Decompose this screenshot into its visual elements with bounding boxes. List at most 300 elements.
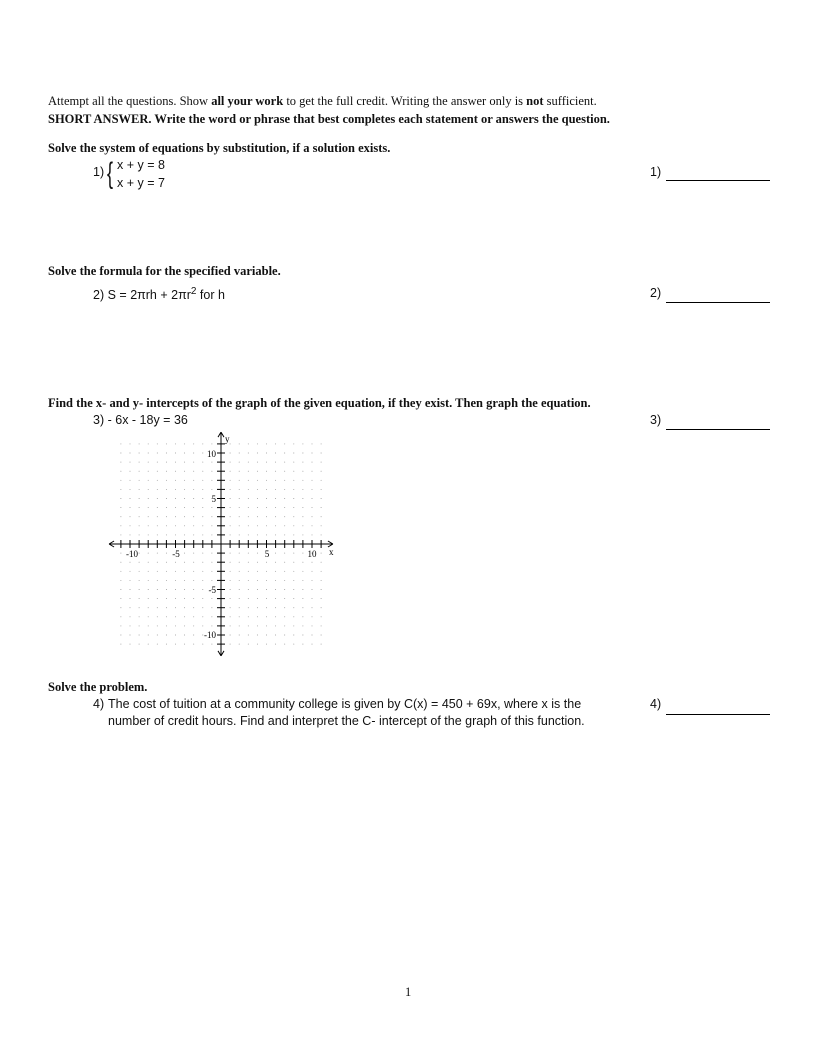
grid-dot (130, 462, 131, 463)
grid-dot (248, 571, 249, 572)
question-1-equation-2: x + y = 7 (117, 176, 165, 190)
grid-dot (302, 616, 303, 617)
grid-dot (193, 571, 194, 572)
grid-dot (302, 507, 303, 508)
grid-dot (312, 534, 313, 535)
grid-dot (139, 644, 140, 645)
grid-dot (248, 453, 249, 454)
coordinate-grid[interactable] (100, 430, 345, 662)
grid-dot (175, 607, 176, 608)
grid-dot (284, 453, 285, 454)
question-3-equation: - 6x - 18y = 36 (107, 413, 188, 427)
y-tick-label: -10 (204, 630, 216, 640)
grid-dot (293, 571, 294, 572)
grid-dot (166, 507, 167, 508)
grid-dot (202, 489, 203, 490)
grid-dot (293, 471, 294, 472)
grid-dot (148, 516, 149, 517)
grid-dot (239, 443, 240, 444)
grid-dot (275, 489, 276, 490)
grid-dot (184, 553, 185, 554)
answer-2-line[interactable] (666, 302, 770, 303)
grid-dot (312, 443, 313, 444)
grid-dot (120, 480, 121, 481)
grid-dot (257, 507, 258, 508)
grid-dot (257, 534, 258, 535)
grid-dot (184, 607, 185, 608)
grid-dot (266, 589, 267, 590)
grid-dot (275, 498, 276, 499)
grid-dot (130, 534, 131, 535)
grid-dot (302, 462, 303, 463)
grid-dot (230, 644, 231, 645)
grid-dot (139, 562, 140, 563)
grid-dot (175, 525, 176, 526)
grid-dot (157, 498, 158, 499)
grid-dot (130, 489, 131, 490)
grid-dot (312, 498, 313, 499)
grid-dot (175, 598, 176, 599)
grid-dot (202, 462, 203, 463)
grid-dot (257, 516, 258, 517)
answer-2-label: 2) (650, 286, 662, 300)
grid-dot (193, 598, 194, 599)
grid-dot (321, 553, 322, 554)
grid-dot (239, 471, 240, 472)
grid-dot (239, 553, 240, 554)
grid-dot (139, 534, 140, 535)
grid-dot (157, 480, 158, 481)
grid-dot (148, 625, 149, 626)
grid-dot (193, 607, 194, 608)
grid-dot (312, 480, 313, 481)
grid-dot (284, 589, 285, 590)
grid-dot (193, 471, 194, 472)
grid-dot (120, 453, 121, 454)
grid-dot (284, 553, 285, 554)
x-tick-label: 10 (307, 549, 317, 559)
grid-dot (202, 607, 203, 608)
grid-dot (193, 625, 194, 626)
grid-dot (166, 525, 167, 526)
grid-dot (312, 635, 313, 636)
question-2-exponent: 2 (190, 286, 197, 297)
grid-dot (230, 525, 231, 526)
grid-dot (248, 489, 249, 490)
grid-dot (157, 625, 158, 626)
grid-dot (166, 607, 167, 608)
grid-dot (312, 462, 313, 463)
grid-dot (202, 507, 203, 508)
grid-dot (157, 635, 158, 636)
grid-dot (120, 489, 121, 490)
grid-dot (139, 453, 140, 454)
grid-dot (266, 607, 267, 608)
grid-dot (257, 635, 258, 636)
grid-dot (139, 553, 140, 554)
grid-dot (302, 571, 303, 572)
grid-dot (248, 562, 249, 563)
grid-dot (275, 598, 276, 599)
grid-dot (257, 598, 258, 599)
grid-dot (184, 534, 185, 535)
grid-dot (257, 480, 258, 481)
question-3-number: 3) (93, 413, 105, 427)
grid-dot (284, 644, 285, 645)
grid-dot (120, 562, 121, 563)
grid-dot (266, 580, 267, 581)
grid-dot (130, 525, 131, 526)
grid-dot (193, 553, 194, 554)
grid-dot (175, 625, 176, 626)
grid-dot (230, 635, 231, 636)
grid-dot (166, 562, 167, 563)
grid-dot (239, 489, 240, 490)
grid-dot (130, 507, 131, 508)
grid-dot (211, 598, 212, 599)
grid-dot (148, 589, 149, 590)
grid-dot (230, 553, 231, 554)
grid-dot (302, 534, 303, 535)
grid-dot (157, 516, 158, 517)
grid-dot (312, 598, 313, 599)
grid-dot (139, 525, 140, 526)
grid-dot (175, 516, 176, 517)
grid-dot (139, 489, 140, 490)
grid-dot (184, 571, 185, 572)
grid-dot (148, 471, 149, 472)
grid-dot (148, 462, 149, 463)
grid-dot (239, 635, 240, 636)
grid-dot (157, 553, 158, 554)
answer-3-label: 3) (650, 413, 662, 427)
grid-dot (284, 625, 285, 626)
grid-dot (193, 462, 194, 463)
grid-dot (312, 616, 313, 617)
grid-dot (184, 625, 185, 626)
grid-dot (148, 644, 149, 645)
grid-dot (266, 471, 267, 472)
grid-dot (321, 453, 322, 454)
grid-dot (293, 616, 294, 617)
instructions-text-1: Attempt all the questions. Show (48, 94, 212, 108)
grid-dot (166, 516, 167, 517)
grid-dot (184, 498, 185, 499)
grid-dot (120, 580, 121, 581)
grid-dot (275, 525, 276, 526)
grid-dot (130, 471, 131, 472)
grid-dot (321, 480, 322, 481)
question-4-line-2: number of credit hours. Find and interpret the C- intercept of the graph of this function. (108, 714, 585, 728)
grid-dot (239, 562, 240, 563)
grid-dot (293, 607, 294, 608)
grid-dot (321, 525, 322, 526)
instructions-bold-2: not (526, 94, 544, 108)
grid-dot (130, 607, 131, 608)
grid-dot (293, 598, 294, 599)
question-4-number: 4) (93, 697, 105, 711)
grid-dot (211, 480, 212, 481)
grid-dot (139, 607, 140, 608)
grid-dot (248, 644, 249, 645)
grid-dot (312, 507, 313, 508)
grid-dot (139, 571, 140, 572)
grid-dot (193, 589, 194, 590)
grid-dot (139, 589, 140, 590)
grid-dot (248, 635, 249, 636)
grid-dot (312, 525, 313, 526)
grid-dot (293, 635, 294, 636)
grid-dot (120, 471, 121, 472)
grid-dot (157, 489, 158, 490)
grid-dot (257, 553, 258, 554)
grid-dot (230, 598, 231, 599)
grid-dot (148, 571, 149, 572)
grid-dot (284, 571, 285, 572)
grid-dot (202, 625, 203, 626)
grid-dot (130, 635, 131, 636)
grid-dot (230, 607, 231, 608)
answer-1-label: 1) (650, 165, 662, 179)
grid-dot (266, 644, 267, 645)
grid-dot (148, 480, 149, 481)
grid-dot (120, 516, 121, 517)
grid-dot (266, 443, 267, 444)
grid-dot (184, 480, 185, 481)
grid-dot (257, 571, 258, 572)
grid-dot (257, 562, 258, 563)
grid-dot (211, 607, 212, 608)
instructions-text-2: to get the full credit. Writing the answer only is (283, 94, 527, 108)
grid-dot (157, 562, 158, 563)
grid-dot (284, 616, 285, 617)
grid-dot (321, 571, 322, 572)
grid-dot (266, 507, 267, 508)
grid-dot (248, 462, 249, 463)
grid-dot (230, 562, 231, 563)
grid-dot (275, 471, 276, 472)
grid-dot (230, 480, 231, 481)
answer-3-line[interactable] (666, 429, 770, 430)
grid-dot (148, 562, 149, 563)
grid-dot (230, 453, 231, 454)
grid-dot (321, 498, 322, 499)
question-1-number: 1) (93, 165, 105, 179)
grid-dot (239, 516, 240, 517)
grid-dot (184, 443, 185, 444)
grid-dot (230, 580, 231, 581)
grid-dot (266, 625, 267, 626)
answer-4-line[interactable] (666, 714, 770, 715)
grid-dot (202, 471, 203, 472)
grid-dot (175, 562, 176, 563)
grid-dot (166, 453, 167, 454)
grid-dot (321, 489, 322, 490)
grid-dot (193, 534, 194, 535)
grid-dot (293, 462, 294, 463)
grid-dot (157, 616, 158, 617)
grid-dot (239, 625, 240, 626)
grid-dot (184, 471, 185, 472)
grid-dot (230, 443, 231, 444)
grid-dot (175, 443, 176, 444)
grid-dot (312, 571, 313, 572)
grid-dot (312, 516, 313, 517)
grid-dot (130, 453, 131, 454)
grid-dot (202, 553, 203, 554)
grid-dot (266, 525, 267, 526)
grid-dot (184, 525, 185, 526)
grid-dot (230, 507, 231, 508)
grid-dot (302, 525, 303, 526)
grid-dot (284, 480, 285, 481)
grid-dot (184, 598, 185, 599)
grid-dot (248, 471, 249, 472)
grid-dot (302, 480, 303, 481)
grid-dot (302, 644, 303, 645)
grid-dot (239, 644, 240, 645)
grid-dot (193, 507, 194, 508)
grid-dot (293, 534, 294, 535)
grid-dot (284, 498, 285, 499)
grid-dot (293, 516, 294, 517)
grid-dot (266, 462, 267, 463)
grid-dot (302, 516, 303, 517)
grid-dot (184, 580, 185, 581)
answer-1-line[interactable] (666, 180, 770, 181)
grid-dot (184, 516, 185, 517)
grid-dot (139, 516, 140, 517)
grid-dot (184, 562, 185, 563)
grid-dot (166, 635, 167, 636)
grid-dot (293, 625, 294, 626)
grid-dot (321, 443, 322, 444)
grid-dot (193, 489, 194, 490)
grid-dot (120, 635, 121, 636)
grid-dot (211, 471, 212, 472)
grid-dot (202, 616, 203, 617)
grid-dot (139, 507, 140, 508)
grid-dot (166, 616, 167, 617)
grid-dot (211, 443, 212, 444)
grid-dot (175, 571, 176, 572)
grid-dot (248, 534, 249, 535)
grid-dot (148, 453, 149, 454)
grid-dot (139, 471, 140, 472)
grid-dot (248, 525, 249, 526)
system-brace: { (107, 157, 114, 190)
grid-dot (120, 598, 121, 599)
y-tick-label: -5 (208, 585, 216, 595)
grid-dot (120, 644, 121, 645)
grid-dot (266, 489, 267, 490)
grid-dot (248, 507, 249, 508)
grid-dot (302, 498, 303, 499)
grid-dot (239, 453, 240, 454)
grid-dot (166, 534, 167, 535)
question-2-variable: for h (196, 288, 225, 303)
grid-dot (321, 580, 322, 581)
grid-dot (139, 635, 140, 636)
grid-dot (302, 489, 303, 490)
grid-dot (266, 562, 267, 563)
grid-dot (175, 534, 176, 535)
grid-dot (257, 607, 258, 608)
grid-dot (321, 471, 322, 472)
grid-dot (184, 462, 185, 463)
grid-dot (321, 562, 322, 563)
grid-dot (202, 580, 203, 581)
grid-dot (230, 498, 231, 499)
grid-dot (120, 553, 121, 554)
grid-dot (157, 443, 158, 444)
grid-dot (257, 453, 258, 454)
grid-dot (275, 571, 276, 572)
grid-dot (175, 507, 176, 508)
grid-dot (284, 443, 285, 444)
grid-dot (239, 589, 240, 590)
grid-dot (193, 443, 194, 444)
grid-dot (202, 443, 203, 444)
grid-dot (257, 462, 258, 463)
grid-dot (139, 462, 140, 463)
grid-dot (139, 480, 140, 481)
grid-dot (175, 480, 176, 481)
grid-dot (211, 553, 212, 554)
grid-dot (275, 443, 276, 444)
grid-dot (321, 607, 322, 608)
grid-dot (321, 462, 322, 463)
grid-dot (211, 516, 212, 517)
grid-dot (257, 580, 258, 581)
grid-dot (312, 625, 313, 626)
question-3 (93, 413, 188, 427)
grid-dot (275, 553, 276, 554)
grid-dot (157, 471, 158, 472)
grid-dot (275, 453, 276, 454)
grid-dot (166, 644, 167, 645)
grid-dot (293, 644, 294, 645)
grid-dot (166, 471, 167, 472)
x-tick-label: 5 (264, 549, 270, 559)
y-axis-label: y (225, 434, 230, 444)
instructions (48, 94, 597, 109)
question-2-formula: S = 2πrh + 2πr (107, 288, 191, 303)
grid-dot (293, 562, 294, 563)
grid-dot (193, 644, 194, 645)
grid-dot (230, 571, 231, 572)
grid-dot (166, 498, 167, 499)
grid-dot (284, 635, 285, 636)
grid-dot (257, 443, 258, 444)
grid-dot (157, 507, 158, 508)
grid-dot (130, 625, 131, 626)
grid-dot (312, 562, 313, 563)
grid-dot (166, 443, 167, 444)
grid-dot (284, 580, 285, 581)
grid-dot (120, 534, 121, 535)
grid-dot (266, 453, 267, 454)
grid-dot (293, 525, 294, 526)
grid-dot (175, 453, 176, 454)
grid-dot (302, 625, 303, 626)
grid-dot (202, 571, 203, 572)
grid-dot (284, 525, 285, 526)
grid-dot (139, 498, 140, 499)
x-tick-label: -10 (126, 549, 138, 559)
section-1-heading: Solve the system of equations by substitution, if a solution exists. (48, 141, 391, 155)
grid-dot (275, 580, 276, 581)
